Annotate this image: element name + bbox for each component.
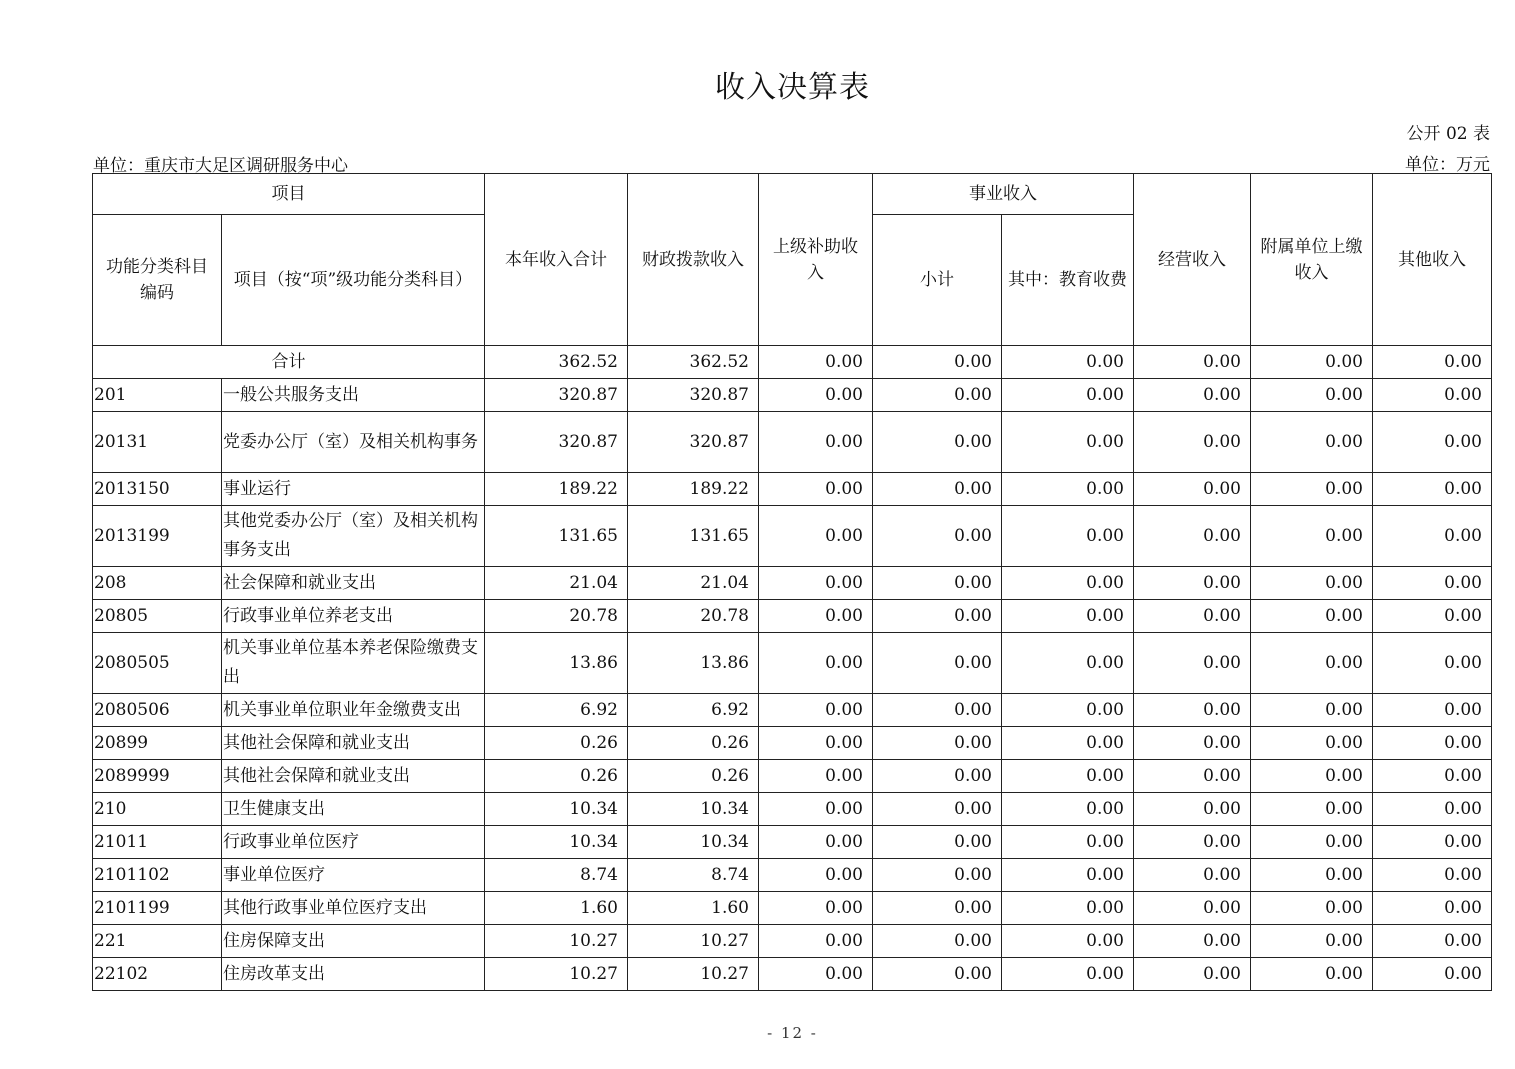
row-value: 6.92 bbox=[628, 694, 759, 727]
row-value: 0.00 bbox=[1002, 793, 1134, 826]
row-value: 0.00 bbox=[1002, 892, 1134, 925]
row-name: 一般公共服务支出 bbox=[222, 379, 485, 412]
row-value: 0.00 bbox=[1251, 694, 1373, 727]
row-value: 0.00 bbox=[1251, 760, 1373, 793]
row-value: 0.26 bbox=[485, 760, 628, 793]
table-row bbox=[93, 958, 1492, 991]
row-value: 0.00 bbox=[1251, 473, 1373, 506]
table-row bbox=[93, 412, 1492, 473]
row-value: 10.34 bbox=[485, 826, 628, 859]
row-value: 0.00 bbox=[873, 793, 1002, 826]
row-code: 22102 bbox=[93, 958, 222, 991]
row-value: 0.00 bbox=[873, 633, 1002, 694]
table-row bbox=[93, 760, 1492, 793]
table-row bbox=[93, 567, 1492, 600]
header-superior: 上级补助收入 bbox=[759, 174, 873, 346]
header-affiliated: 附属单位上缴收入 bbox=[1251, 174, 1373, 346]
row-code: 2101102 bbox=[93, 859, 222, 892]
header-operating: 经营收入 bbox=[1134, 174, 1251, 346]
header-row-1 bbox=[93, 174, 1492, 215]
row-value: 0.00 bbox=[1002, 473, 1134, 506]
row-value: 0.00 bbox=[1373, 826, 1492, 859]
row-code: 21011 bbox=[93, 826, 222, 859]
row-value: 0.00 bbox=[759, 859, 873, 892]
row-value: 21.04 bbox=[628, 567, 759, 600]
total-cell: 0.00 bbox=[1373, 346, 1492, 379]
row-value: 0.00 bbox=[873, 958, 1002, 991]
reporting-unit: 单位：重庆市大足区调研服务中心 bbox=[93, 156, 348, 176]
row-value: 0.00 bbox=[759, 633, 873, 694]
header-total: 本年收入合计 bbox=[485, 174, 628, 346]
row-value: 0.26 bbox=[485, 727, 628, 760]
row-value: 0.00 bbox=[759, 600, 873, 633]
row-name: 其他党委办公厅（室）及相关机构事务支出 bbox=[222, 506, 485, 567]
table-row bbox=[93, 826, 1492, 859]
header-other: 其他收入 bbox=[1373, 174, 1492, 346]
row-code: 208 bbox=[93, 567, 222, 600]
row-value: 0.00 bbox=[1251, 793, 1373, 826]
row-value: 0.00 bbox=[1251, 925, 1373, 958]
table-row bbox=[93, 892, 1492, 925]
total-cell: 0.00 bbox=[873, 346, 1002, 379]
row-code: 210 bbox=[93, 793, 222, 826]
row-value: 0.00 bbox=[759, 473, 873, 506]
row-value: 0.00 bbox=[1251, 506, 1373, 567]
row-value: 0.00 bbox=[1373, 379, 1492, 412]
row-value: 0.00 bbox=[1134, 925, 1251, 958]
row-name: 党委办公厅（室）及相关机构事务 bbox=[222, 412, 485, 473]
row-value: 189.22 bbox=[628, 473, 759, 506]
header-education: 其中：教育收费 bbox=[1002, 215, 1134, 346]
row-value: 13.86 bbox=[628, 633, 759, 694]
row-code: 2080505 bbox=[93, 633, 222, 694]
row-value: 0.00 bbox=[1251, 412, 1373, 473]
row-value: 0.26 bbox=[628, 727, 759, 760]
row-name: 事业运行 bbox=[222, 473, 485, 506]
row-value: 0.00 bbox=[759, 892, 873, 925]
row-code: 2101199 bbox=[93, 892, 222, 925]
row-value: 0.00 bbox=[1002, 760, 1134, 793]
row-value: 0.00 bbox=[1373, 793, 1492, 826]
row-value: 0.00 bbox=[759, 379, 873, 412]
row-value: 1.60 bbox=[628, 892, 759, 925]
row-value: 0.00 bbox=[759, 412, 873, 473]
row-value: 0.00 bbox=[1373, 859, 1492, 892]
row-value: 0.00 bbox=[1251, 379, 1373, 412]
row-value: 0.00 bbox=[1002, 412, 1134, 473]
row-value: 10.27 bbox=[485, 925, 628, 958]
row-value: 1.60 bbox=[485, 892, 628, 925]
total-cell: 0.00 bbox=[1002, 346, 1134, 379]
row-name: 住房保障支出 bbox=[222, 925, 485, 958]
row-name: 其他行政事业单位医疗支出 bbox=[222, 892, 485, 925]
row-value: 0.00 bbox=[1373, 473, 1492, 506]
row-value: 0.00 bbox=[1251, 826, 1373, 859]
row-code: 20899 bbox=[93, 727, 222, 760]
row-value: 0.00 bbox=[873, 859, 1002, 892]
row-value: 10.27 bbox=[628, 925, 759, 958]
row-value: 0.00 bbox=[1002, 859, 1134, 892]
row-value: 10.34 bbox=[485, 793, 628, 826]
row-value: 0.00 bbox=[1134, 760, 1251, 793]
row-name: 其他社会保障和就业支出 bbox=[222, 760, 485, 793]
row-value: 0.00 bbox=[1373, 633, 1492, 694]
row-value: 0.00 bbox=[873, 379, 1002, 412]
row-code: 201 bbox=[93, 379, 222, 412]
row-value: 320.87 bbox=[628, 412, 759, 473]
total-cell: 0.00 bbox=[759, 346, 873, 379]
header-business-income: 事业收入 bbox=[873, 174, 1134, 215]
row-value: 0.00 bbox=[1134, 506, 1251, 567]
row-value: 0.00 bbox=[759, 925, 873, 958]
row-value: 20.78 bbox=[485, 600, 628, 633]
row-value: 10.34 bbox=[628, 793, 759, 826]
total-cell: 362.52 bbox=[628, 346, 759, 379]
row-value: 10.27 bbox=[485, 958, 628, 991]
row-value: 0.00 bbox=[873, 694, 1002, 727]
row-value: 20.78 bbox=[628, 600, 759, 633]
row-value: 0.00 bbox=[759, 826, 873, 859]
table-row bbox=[93, 633, 1492, 694]
row-value: 0.00 bbox=[1134, 727, 1251, 760]
row-value: 0.00 bbox=[1134, 958, 1251, 991]
row-code: 2080506 bbox=[93, 694, 222, 727]
row-value: 0.00 bbox=[759, 567, 873, 600]
row-value: 0.00 bbox=[1373, 958, 1492, 991]
row-code: 20805 bbox=[93, 600, 222, 633]
row-value: 6.92 bbox=[485, 694, 628, 727]
table-row bbox=[93, 379, 1492, 412]
total-label: 合计 bbox=[93, 346, 485, 379]
row-value: 0.00 bbox=[1134, 633, 1251, 694]
row-value: 0.00 bbox=[759, 727, 873, 760]
row-value: 0.00 bbox=[1134, 859, 1251, 892]
header-subtotal: 小计 bbox=[873, 215, 1002, 346]
row-value: 0.00 bbox=[1373, 506, 1492, 567]
row-value: 320.87 bbox=[485, 379, 628, 412]
row-name: 机关事业单位基本养老保险缴费支出 bbox=[222, 633, 485, 694]
table-row bbox=[93, 600, 1492, 633]
row-value: 10.27 bbox=[628, 958, 759, 991]
row-value: 0.00 bbox=[1251, 727, 1373, 760]
row-value: 0.00 bbox=[873, 892, 1002, 925]
row-value: 0.00 bbox=[873, 600, 1002, 633]
row-value: 0.00 bbox=[1134, 600, 1251, 633]
table-row bbox=[93, 793, 1492, 826]
table-row bbox=[93, 727, 1492, 760]
row-value: 0.00 bbox=[1373, 600, 1492, 633]
row-value: 0.00 bbox=[1251, 892, 1373, 925]
row-value: 0.00 bbox=[1251, 859, 1373, 892]
row-value: 0.00 bbox=[1251, 958, 1373, 991]
row-value: 21.04 bbox=[485, 567, 628, 600]
row-value: 0.00 bbox=[759, 506, 873, 567]
row-value: 0.00 bbox=[1373, 892, 1492, 925]
row-value: 0.00 bbox=[759, 958, 873, 991]
row-value: 0.00 bbox=[1002, 600, 1134, 633]
row-name: 行政事业单位养老支出 bbox=[222, 600, 485, 633]
row-value: 0.00 bbox=[1002, 506, 1134, 567]
row-value: 131.65 bbox=[628, 506, 759, 567]
row-value: 0.00 bbox=[1134, 567, 1251, 600]
row-value: 0.00 bbox=[1251, 633, 1373, 694]
row-value: 0.00 bbox=[1373, 694, 1492, 727]
row-value: 0.00 bbox=[1373, 925, 1492, 958]
table-row bbox=[93, 506, 1492, 567]
row-value: 0.00 bbox=[873, 727, 1002, 760]
row-value: 0.00 bbox=[873, 925, 1002, 958]
row-value: 0.00 bbox=[1251, 567, 1373, 600]
page-title: 收入决算表 bbox=[715, 70, 870, 105]
header-name: 项目（按“项”级功能分类科目） bbox=[222, 215, 485, 346]
table-row bbox=[93, 473, 1492, 506]
row-value: 0.00 bbox=[1002, 633, 1134, 694]
row-value: 0.26 bbox=[628, 760, 759, 793]
row-value: 8.74 bbox=[628, 859, 759, 892]
row-value: 10.34 bbox=[628, 826, 759, 859]
table-row bbox=[93, 859, 1492, 892]
currency-unit: 单位：万元 bbox=[1405, 155, 1490, 175]
row-value: 0.00 bbox=[1002, 958, 1134, 991]
header-fiscal: 财政拨款收入 bbox=[628, 174, 759, 346]
row-value: 0.00 bbox=[873, 412, 1002, 473]
header-project: 项目 bbox=[93, 174, 485, 215]
row-value: 0.00 bbox=[1134, 694, 1251, 727]
row-value: 0.00 bbox=[1134, 473, 1251, 506]
total-cell: 0.00 bbox=[1251, 346, 1373, 379]
row-value: 0.00 bbox=[1373, 760, 1492, 793]
row-value: 0.00 bbox=[1134, 826, 1251, 859]
row-value: 0.00 bbox=[1134, 892, 1251, 925]
row-value: 0.00 bbox=[1002, 826, 1134, 859]
row-value: 0.00 bbox=[759, 760, 873, 793]
page-number: - 12 - bbox=[767, 1024, 818, 1042]
total-row bbox=[93, 346, 1492, 379]
row-value: 13.86 bbox=[485, 633, 628, 694]
row-value: 0.00 bbox=[1002, 727, 1134, 760]
row-value: 0.00 bbox=[1002, 925, 1134, 958]
row-name: 住房改革支出 bbox=[222, 958, 485, 991]
header-code: 功能分类科目编码 bbox=[93, 215, 222, 346]
row-code: 2013199 bbox=[93, 506, 222, 567]
table-row bbox=[93, 694, 1492, 727]
form-number: 公开 02 表 bbox=[1406, 124, 1490, 144]
row-value: 0.00 bbox=[1251, 600, 1373, 633]
total-cell: 0.00 bbox=[1134, 346, 1251, 379]
row-value: 0.00 bbox=[873, 473, 1002, 506]
row-name: 卫生健康支出 bbox=[222, 793, 485, 826]
income-table bbox=[92, 173, 1492, 991]
row-name: 其他社会保障和就业支出 bbox=[222, 727, 485, 760]
row-code: 221 bbox=[93, 925, 222, 958]
row-code: 2013150 bbox=[93, 473, 222, 506]
row-value: 0.00 bbox=[1134, 793, 1251, 826]
row-value: 0.00 bbox=[1002, 567, 1134, 600]
row-value: 0.00 bbox=[759, 793, 873, 826]
row-value: 0.00 bbox=[1373, 567, 1492, 600]
row-value: 0.00 bbox=[1002, 379, 1134, 412]
row-name: 机关事业单位职业年金缴费支出 bbox=[222, 694, 485, 727]
row-name: 行政事业单位医疗 bbox=[222, 826, 485, 859]
row-value: 0.00 bbox=[1134, 412, 1251, 473]
row-value: 0.00 bbox=[873, 567, 1002, 600]
row-value: 0.00 bbox=[873, 506, 1002, 567]
row-value: 0.00 bbox=[1373, 727, 1492, 760]
total-cell: 362.52 bbox=[485, 346, 628, 379]
row-value: 189.22 bbox=[485, 473, 628, 506]
row-value: 8.74 bbox=[485, 859, 628, 892]
row-value: 0.00 bbox=[873, 760, 1002, 793]
row-value: 0.00 bbox=[873, 826, 1002, 859]
row-name: 社会保障和就业支出 bbox=[222, 567, 485, 600]
table-row bbox=[93, 925, 1492, 958]
row-name: 事业单位医疗 bbox=[222, 859, 485, 892]
row-value: 320.87 bbox=[628, 379, 759, 412]
row-value: 0.00 bbox=[1002, 694, 1134, 727]
row-value: 0.00 bbox=[1134, 379, 1251, 412]
row-value: 320.87 bbox=[485, 412, 628, 473]
row-code: 20131 bbox=[93, 412, 222, 473]
row-value: 0.00 bbox=[759, 694, 873, 727]
row-code: 2089999 bbox=[93, 760, 222, 793]
row-value: 0.00 bbox=[1373, 412, 1492, 473]
row-value: 131.65 bbox=[485, 506, 628, 567]
